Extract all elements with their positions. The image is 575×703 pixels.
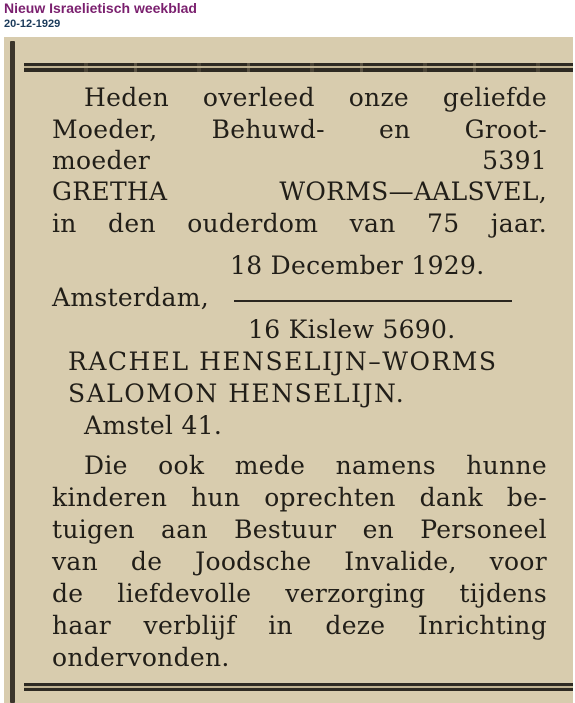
word: namens (335, 451, 436, 480)
word: moeder (52, 146, 151, 175)
notice-line-3 (52, 146, 547, 176)
notice-line-1 (84, 83, 547, 113)
word: Moeder, (52, 115, 158, 144)
word: GRETHA (52, 177, 168, 206)
thanks-line (52, 483, 547, 513)
word: Joodsche (195, 547, 312, 576)
notice-line-2 (52, 115, 547, 145)
thanks-line-last: ondervonden. (52, 643, 230, 672)
word: Heden (84, 83, 169, 112)
word: oprechten (264, 483, 396, 512)
word: de (130, 547, 163, 576)
word: ouderdom (187, 209, 319, 238)
word: dank (419, 483, 483, 512)
publication-date: 20-12-1929 (4, 18, 61, 30)
word: 75 (426, 209, 460, 238)
date-gregorian: 18 December 1929. (230, 251, 485, 280)
separator-rule (234, 300, 512, 302)
thanks-line (84, 451, 547, 481)
thanks-line (52, 547, 547, 577)
date-hebrew: 16 Kislew 5690. (248, 315, 456, 344)
word: tuigen (52, 515, 135, 544)
word: en (379, 115, 411, 144)
address: Amstel 41. (84, 411, 223, 440)
word: verzorging (285, 579, 426, 608)
word: hun (191, 483, 241, 512)
word: onze (348, 83, 410, 112)
top-border-rule (24, 63, 573, 72)
word: van (349, 209, 396, 238)
word: WORMS—AALSVEL, (279, 177, 547, 206)
bottom-border-rule (24, 683, 573, 691)
word: haar (52, 611, 112, 640)
word: voor (489, 547, 547, 576)
word: de (52, 579, 84, 608)
thanks-line (52, 611, 547, 641)
word: den (108, 209, 156, 238)
page-header (4, 0, 197, 31)
newspaper-clipping (4, 37, 573, 703)
notice-line-5 (52, 209, 547, 239)
word: Groot- (464, 115, 547, 144)
signatory-2: SALOMON HENSELIJN. (68, 379, 406, 408)
word: geliefde (442, 83, 547, 112)
word: ook (158, 451, 205, 480)
publication-title[interactable]: Nieuw Israelietisch weekblad (4, 0, 197, 16)
word: aan (161, 515, 208, 544)
word: in (52, 209, 77, 238)
signatory-1: RACHEL HENSELIJN–WORMS (68, 347, 498, 376)
place: Amsterdam, (52, 283, 209, 312)
word: Behuwd- (211, 115, 325, 144)
word: liefdevolle (117, 579, 252, 608)
word: kinderen (52, 483, 168, 512)
word: Invalide, (344, 547, 457, 576)
word: Personeel (420, 515, 547, 544)
word: be- (506, 483, 547, 512)
reference-number: 5391 (482, 146, 547, 175)
word: in (268, 611, 293, 640)
word: hunne (466, 451, 547, 480)
word: deze (325, 611, 386, 640)
word: mede (234, 451, 306, 480)
word: Bestuur (234, 515, 337, 544)
word: tijdens (459, 579, 547, 608)
word: jaar. (490, 209, 547, 238)
word: Inrichting (417, 611, 547, 640)
word: verblijf (143, 611, 236, 640)
thanks-line (52, 515, 547, 545)
thanks-line (52, 579, 547, 609)
word: overleed (202, 83, 315, 112)
word: van (52, 547, 99, 576)
deceased-name (52, 177, 547, 207)
word: en (362, 515, 395, 544)
word: Die (84, 451, 128, 480)
left-border-rule (10, 41, 15, 703)
